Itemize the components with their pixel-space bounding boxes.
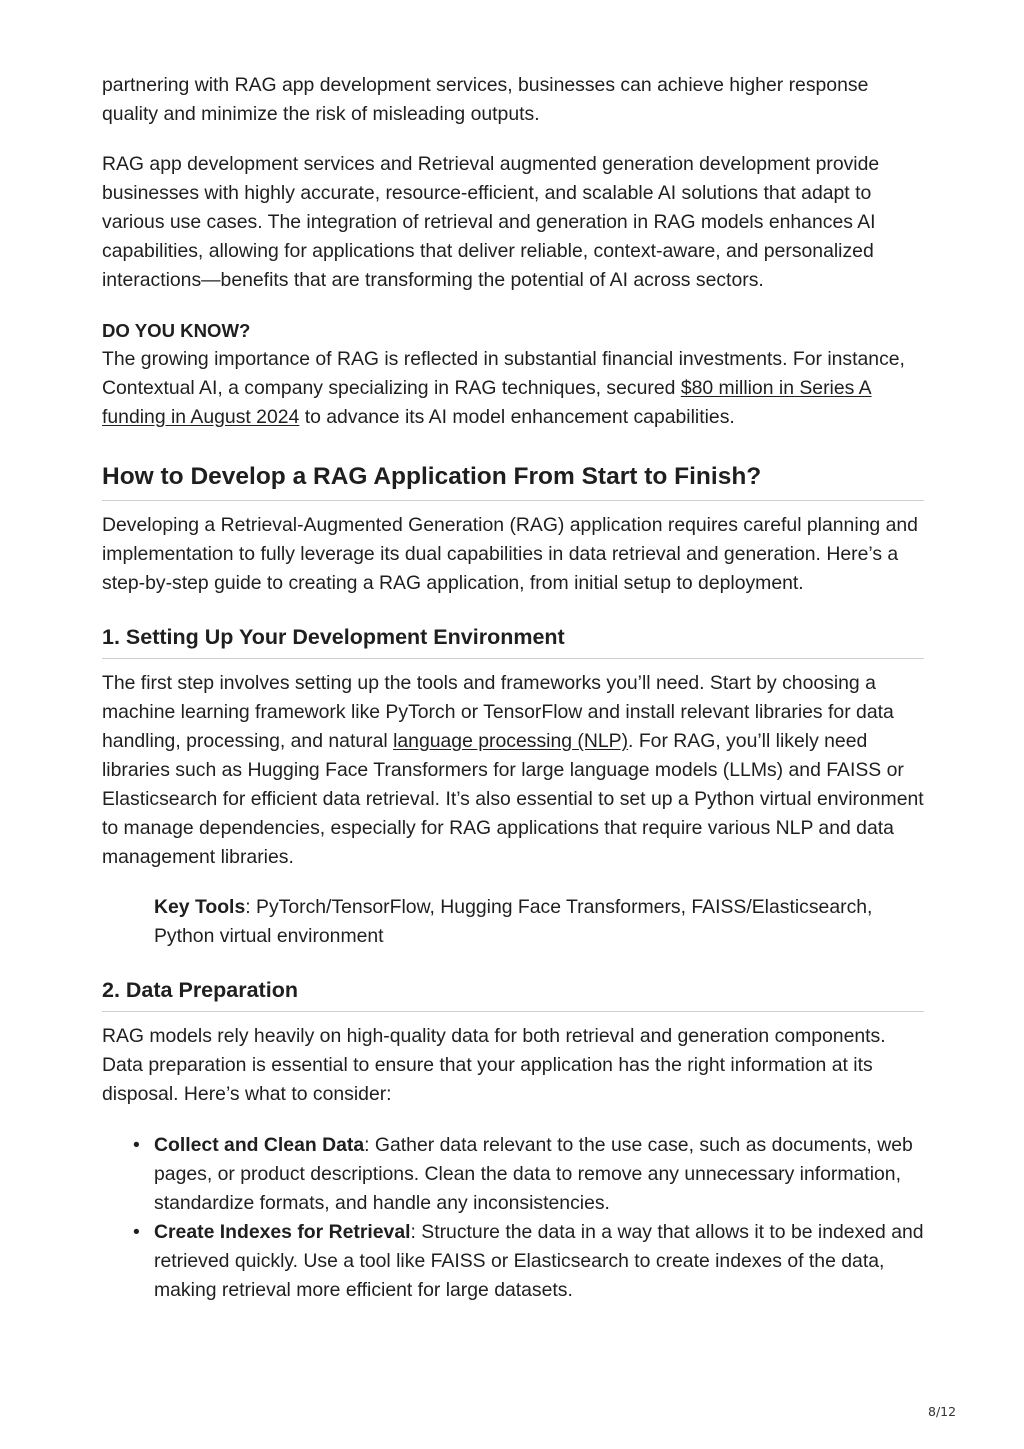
callout-text-before: The growing importance of RAG is reflected in substantial financial investments. For instance, Contextual AI, a company specializing in RAG techniques, secured [102, 348, 905, 399]
funding-link[interactable]: $80 million in Series A funding in August 2024 [102, 377, 872, 428]
nlp-link[interactable]: language processing (NLP) [393, 730, 629, 752]
list-item [133, 1218, 924, 1305]
section-intro: Developing a Retrieval-Augmented Generation (RAG) application requires careful planning and implementation to fully leverage its dual capabilities in data retrieval and generation. Here’s a step-by-step guide to creating a RAG application, from initial setup to deployment. [102, 514, 918, 594]
callout-text-after: to advance its AI model enhancement capabilities. [299, 406, 735, 428]
list-item-label: Collect and Clean Data [154, 1134, 365, 1156]
step1-text-after: . For RAG, you’ll likely need libraries such as Hugging Face Transformers for large language models (LLMs) and FAISS or Elasticsearch for efficient data retrieval. It’s also essential to set up a Python virtual environment to manage dependencies, especially for RAG applications that require various NLP and data management libraries. [102, 730, 924, 868]
key-tools-label: Key Tools [154, 896, 246, 918]
step1-paragraph [102, 669, 924, 872]
data-prep-list [102, 1131, 924, 1305]
page-number: 8/12 [928, 1404, 957, 1419]
intro-paragraph: partnering with RAG app development services, businesses can achieve higher response quality and minimize the risk of misleading outputs. [102, 74, 869, 125]
list-item-text: : Gather data relevant to the use case, such as documents, web pages, or product descriptions. Clean the data to remove any unnecessary information, standardize formats, and handle any inconsistencies. [154, 1134, 913, 1214]
section-heading: How to Develop a RAG Application From Start to Finish? [102, 460, 924, 501]
list-item-text: : Structure the data in a way that allows it to be indexed and retrieved quickly. Use a tool like FAISS or Elasticsearch to create indexes of the data, making retrieval more efficient for large datasets. [154, 1221, 924, 1301]
did-you-know-callout [102, 316, 924, 432]
callout-text [102, 345, 924, 432]
document-page [102, 71, 924, 1305]
step2-heading: 2. Data Preparation [102, 975, 924, 1012]
callout-title: DO YOU KNOW? [102, 320, 251, 341]
bullet-icon: • [133, 1221, 140, 1243]
bullet-icon: • [133, 1134, 140, 1156]
step1-heading: 1. Setting Up Your Development Environment [102, 622, 924, 659]
list-item [133, 1131, 924, 1218]
step1-text-before: The first step involves setting up the tools and frameworks you’ll need. Start by choosing a machine learning framework like PyTorch or TensorFlow and install relevant libraries for data handling, processing, and natural [102, 672, 894, 752]
summary-paragraph: RAG app development services and Retrieval augmented generation development provide businesses with highly accurate, resource-efficient, and scalable AI solutions that adapt to various use cases. The integration of retrieval and generation in RAG models enhances AI capabilities, allowing for applications that deliver reliable, context-aware, and personalized interactions—benefits that are transforming the potential of AI across sectors. [102, 153, 880, 291]
key-tools [154, 893, 924, 951]
step2-intro: RAG models rely heavily on high-quality data for both retrieval and generation components. Data preparation is essential to ensure that your application has the right information at its disposal. Here’s what to consider: [102, 1025, 886, 1105]
key-tools-text: : PyTorch/TensorFlow, Hugging Face Transformers, FAISS/Elasticsearch, Python virtual environment [154, 896, 873, 947]
list-item-label: Create Indexes for Retrieval [154, 1221, 411, 1243]
